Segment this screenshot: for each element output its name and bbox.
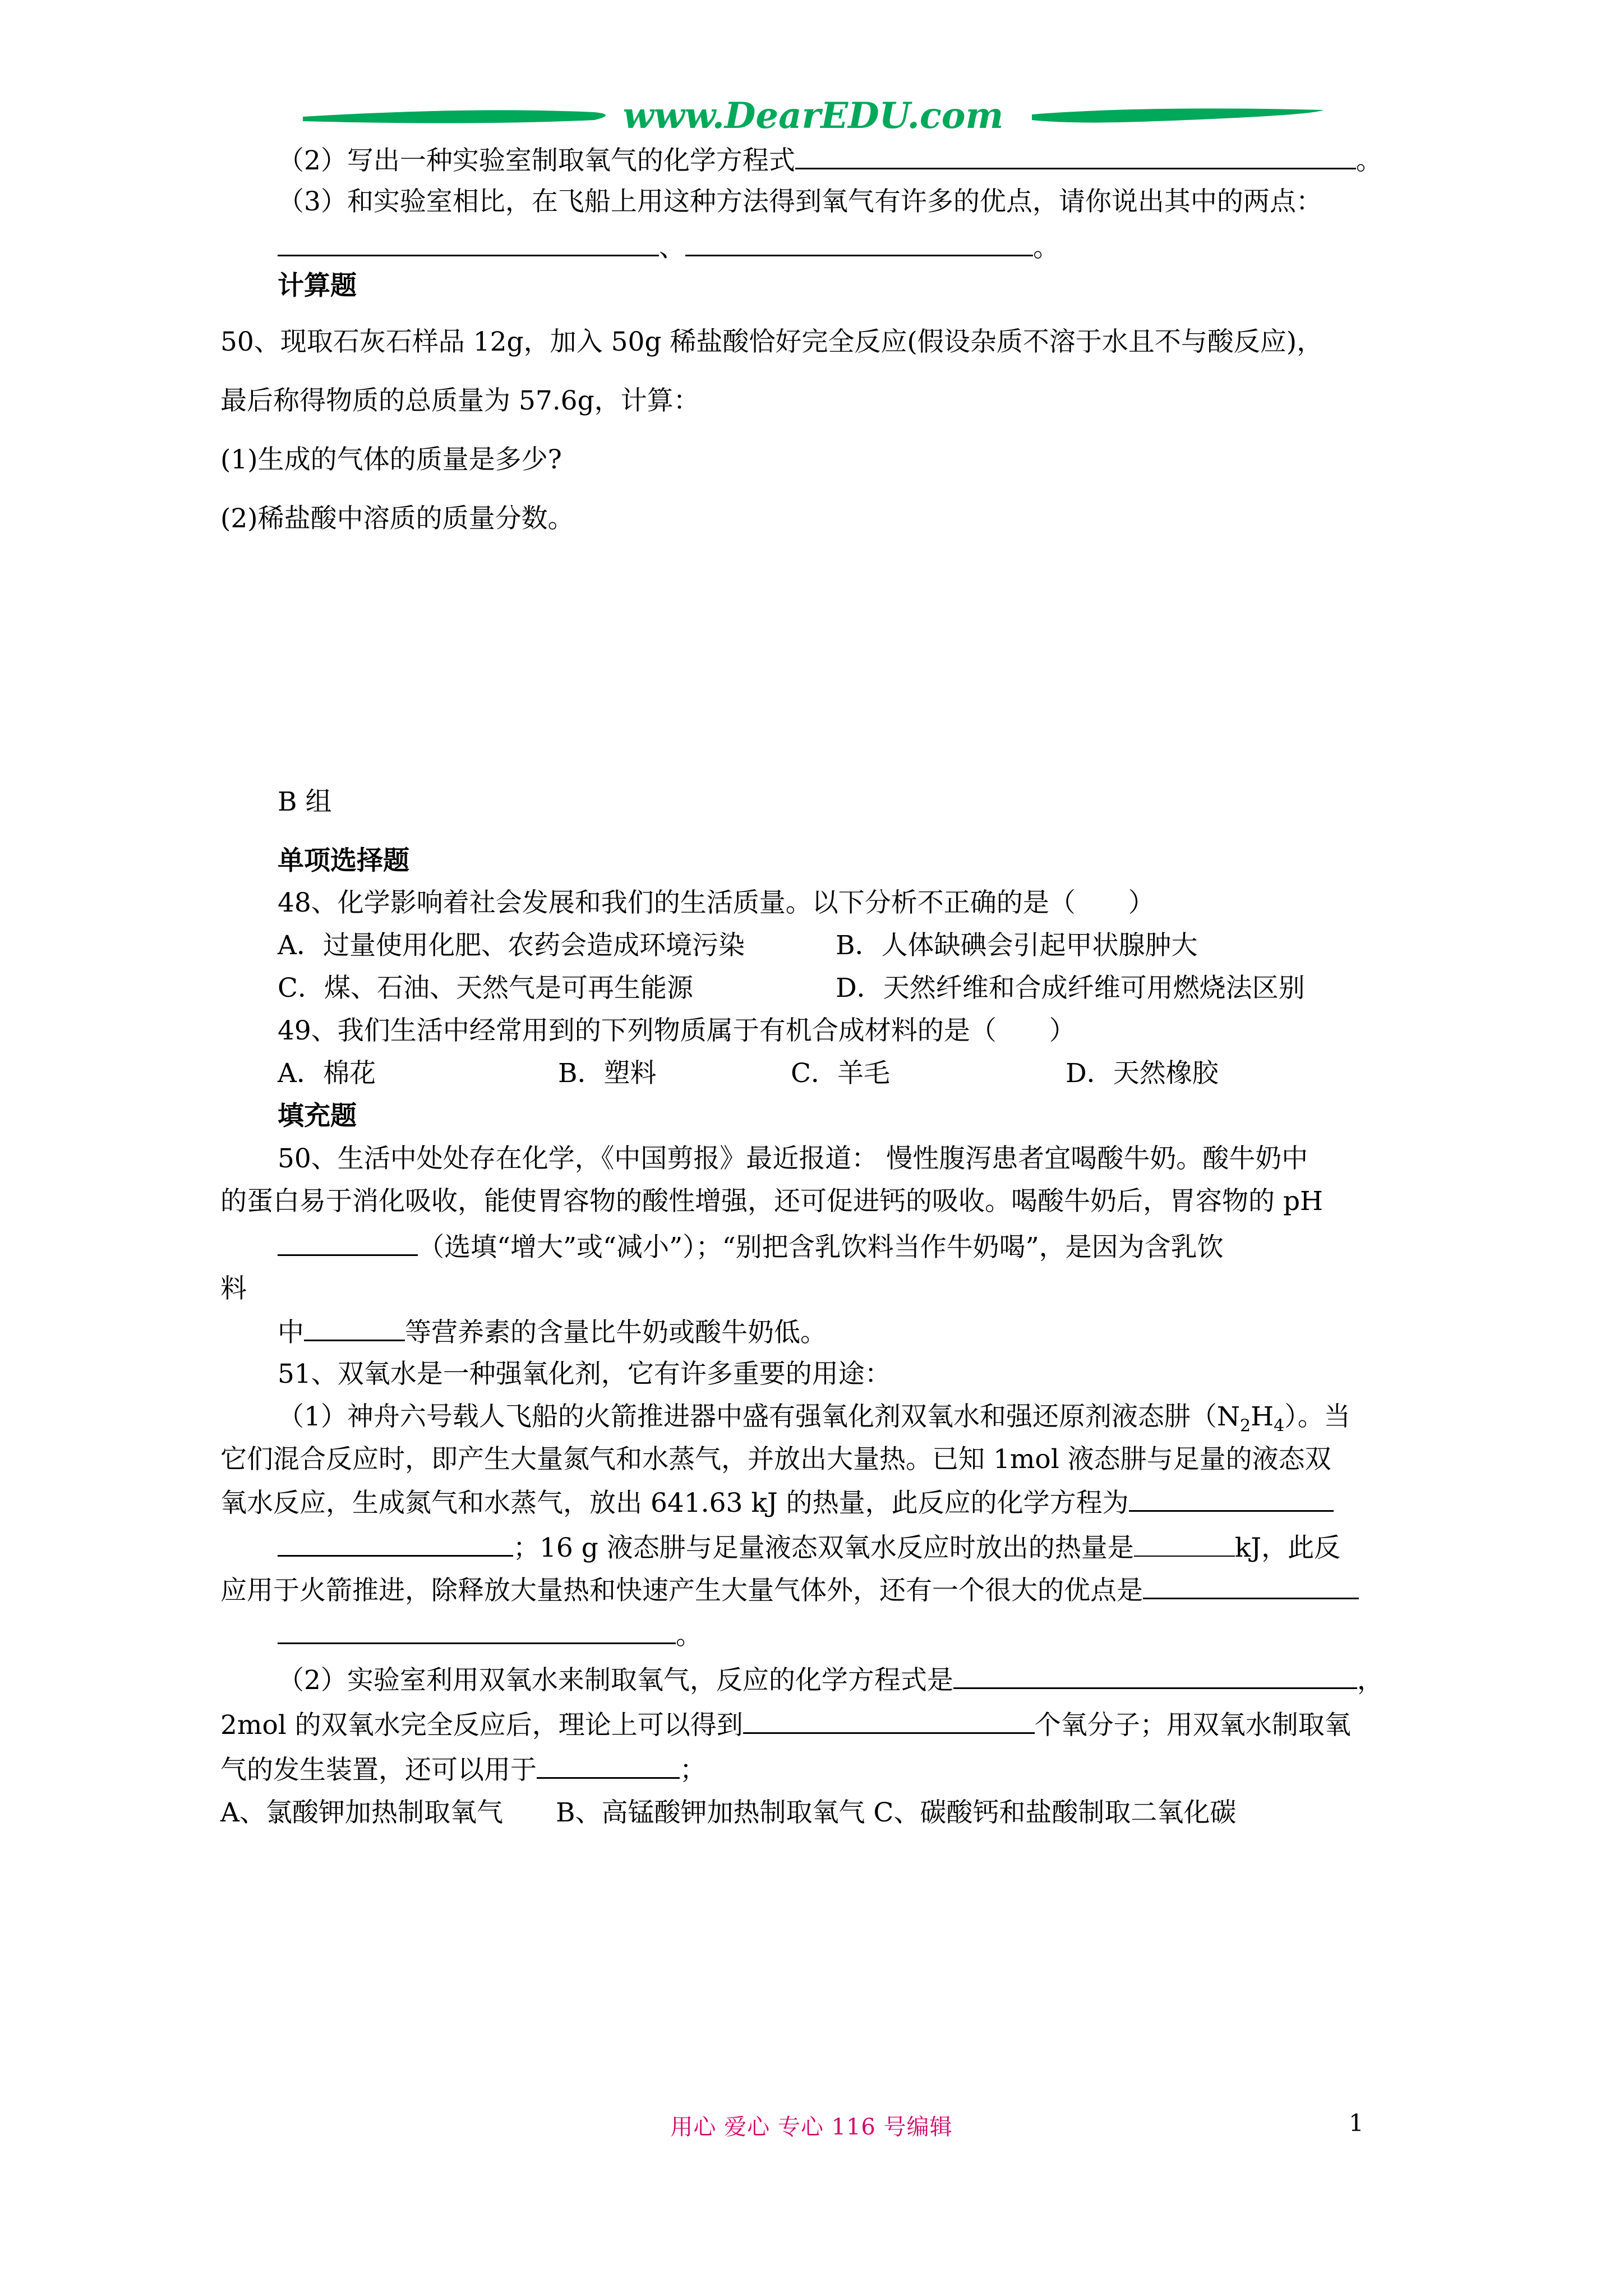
subscript-4: 4 [1274, 1416, 1285, 1436]
q49-option-d: D．天然橡胶 [1066, 1058, 1219, 1089]
q49-3-text: （3）和实验室相比，在飞船上用这种方法得到氧气有许多的优点，请你说出其中的两点： [278, 186, 1322, 217]
header-logo [303, 95, 1324, 146]
q49-3-answer-line [278, 230, 1059, 265]
separator-mark: 、 [659, 232, 685, 263]
end-mark: 。 [1355, 145, 1382, 176]
q51-line8-text: （2）实验室利用双氧水来制取氧气，反应的化学方程式是 [278, 1665, 953, 1696]
page-footer [0, 2109, 1623, 2141]
answer-blank-molecules[interactable] [743, 1708, 1035, 1734]
end-mark: 。 [676, 1620, 702, 1651]
q51-line9-b: 个氧分子；用双氧水制取氧 [1034, 1710, 1351, 1741]
q51-line1: 51、双氧水是一种强氧化剂，它有许多重要的用途： [278, 1359, 891, 1389]
logo-swoosh-graphic [303, 95, 1324, 146]
q50-line1: 50、现取石灰石样品 12g，加入 50g 稀盐酸恰好完全反应(假设杂质不溶于水且不与酸反应)， [220, 326, 1324, 357]
q51-line9 [220, 1708, 1351, 1742]
q50-fill-line2: 的蛋白易于消化吸收，能使胃容物的酸性增强，还可促进钙的吸收。喝酸牛奶后，胃容物的 pH [220, 1186, 1324, 1217]
footer-text: 用心 爱心 专心 116 号编辑 [670, 2114, 953, 2140]
logo-text: www.DearEDU.com [623, 95, 1004, 137]
answer-blank-advantage[interactable] [1143, 1573, 1359, 1599]
q50-line2: 最后称得物质的总质量为 57.6g，计算： [220, 385, 700, 416]
q50-fill-line5-b: 等营养素的含量比牛奶或酸牛奶低。 [405, 1317, 827, 1348]
q50-sub1: (1)生成的气体的质量是多少? [220, 444, 562, 475]
q51-line10-b: ； [680, 1755, 706, 1786]
q51-line8 [278, 1663, 1384, 1697]
comma-mark: ， [1357, 1665, 1384, 1696]
answer-blank-heat[interactable] [1134, 1531, 1235, 1557]
q49-2-text: （2）写出一种实验室制取氧气的化学方程式 [278, 145, 795, 176]
q51-line10 [220, 1752, 706, 1787]
q51-line5-a: ；16 g 液态肼与足量液态双氧水反应时放出的热量是 [513, 1533, 1134, 1563]
page-number: 1 [1349, 2109, 1364, 2137]
q51-line2-a: （1）神舟六号载人飞船的火箭推进器中盛有强氧化剂双氧水和强还原剂液态肼（N [278, 1401, 1241, 1432]
q48-option-d: D．天然纤维和合成纤维可用燃烧法区别 [836, 973, 1305, 1004]
answer-blank-apparatus[interactable] [537, 1752, 680, 1779]
fill-heading: 填充题 [278, 1101, 357, 1131]
answer-blank-lab-equation[interactable] [953, 1663, 1357, 1689]
q49-option-a: A．棉花 [278, 1058, 376, 1089]
q50-fill-line1: 50、生活中处处存在化学，《中国剪报》最近报道： 慢性腹泻患者宜喝酸牛奶。酸牛奶中 [278, 1143, 1308, 1174]
q49-option-c: C．羊毛 [791, 1058, 890, 1089]
answer-blank-advantage-cont[interactable] [278, 1618, 676, 1644]
q51-line10-a: 气的发生装置，还可以用于 [220, 1755, 537, 1786]
q51-line6 [220, 1573, 1359, 1608]
q51-line4 [220, 1485, 1334, 1520]
q50-fill-line4: 料 [220, 1273, 247, 1304]
answer-blank-1[interactable] [278, 230, 659, 256]
q51-line2 [278, 1400, 1350, 1443]
q51-line2-c: ）。当 [1284, 1401, 1350, 1432]
q50-fill-line3 [278, 1230, 1224, 1264]
q48-stem: 48、化学影响着社会发展和我们的生活质量。以下分析不正确的是（ ） [278, 887, 1155, 918]
q48-option-c: C．煤、石油、天然气是可再生能源 [278, 973, 693, 1004]
q49-2-line [278, 143, 1382, 178]
q51-options: A、氯酸钾加热制取氧气 B、高锰酸钾加热制取氧气 C、碳酸钙和盐酸制取二氧化碳 [220, 1797, 1237, 1828]
subscript-2: 2 [1240, 1416, 1251, 1436]
q51-line5-b: kJ，此反 [1234, 1533, 1341, 1563]
q51-line3: 它们混合反应时，即产生大量氮气和水蒸气，并放出大量热。已知 1mol 液态肼与足量的液态双 [220, 1444, 1331, 1475]
group-title: B 组 [278, 786, 332, 817]
q51-line6-text: 应用于火箭推进，除释放大量热和快速产生大量气体外，还有一个很大的优点是 [220, 1575, 1143, 1606]
calc-heading: 计算题 [278, 270, 357, 301]
q51-line7 [278, 1618, 702, 1653]
q50-fill-line5-a: 中 [278, 1317, 304, 1348]
answer-blank-nutrient[interactable] [304, 1315, 405, 1341]
q51-line5 [278, 1530, 1340, 1565]
answer-blank-ph[interactable] [278, 1230, 418, 1256]
answer-blank-2[interactable] [685, 230, 1033, 256]
answer-blank[interactable] [795, 143, 1356, 169]
q51-line9-a: 2mol 的双氧水完全反应后，理论上可以得到 [220, 1710, 743, 1741]
q50-fill-line3-text: （选填“增大”或“减小”）；“别把含乳饮料当作牛奶喝”，是因为含乳饮 [418, 1232, 1224, 1263]
q51-line2-h: H [1251, 1401, 1274, 1432]
end-mark: 。 [1033, 232, 1059, 263]
answer-blank-equation-cont[interactable] [278, 1530, 513, 1557]
q48-option-b: B．人体缺碘会引起甲状腺肿大 [836, 930, 1198, 961]
q48-option-a: A．过量使用化肥、农药会造成环境污染 [278, 930, 745, 961]
q49-stem: 49、我们生活中经常用到的下列物质属于有机合成材料的是（ ） [278, 1015, 1076, 1046]
answer-blank-equation[interactable] [1129, 1485, 1334, 1512]
single-choice-heading: 单项选择题 [278, 845, 409, 876]
q49-option-b: B．塑料 [558, 1058, 657, 1089]
q50-sub2: (2)稀盐酸中溶质的质量分数。 [220, 503, 574, 534]
q51-line4-text: 氧水反应，生成氮气和水蒸气，放出 641.63 kJ 的热量，此反应的化学方程为 [220, 1488, 1129, 1519]
q50-fill-line5 [278, 1315, 827, 1350]
